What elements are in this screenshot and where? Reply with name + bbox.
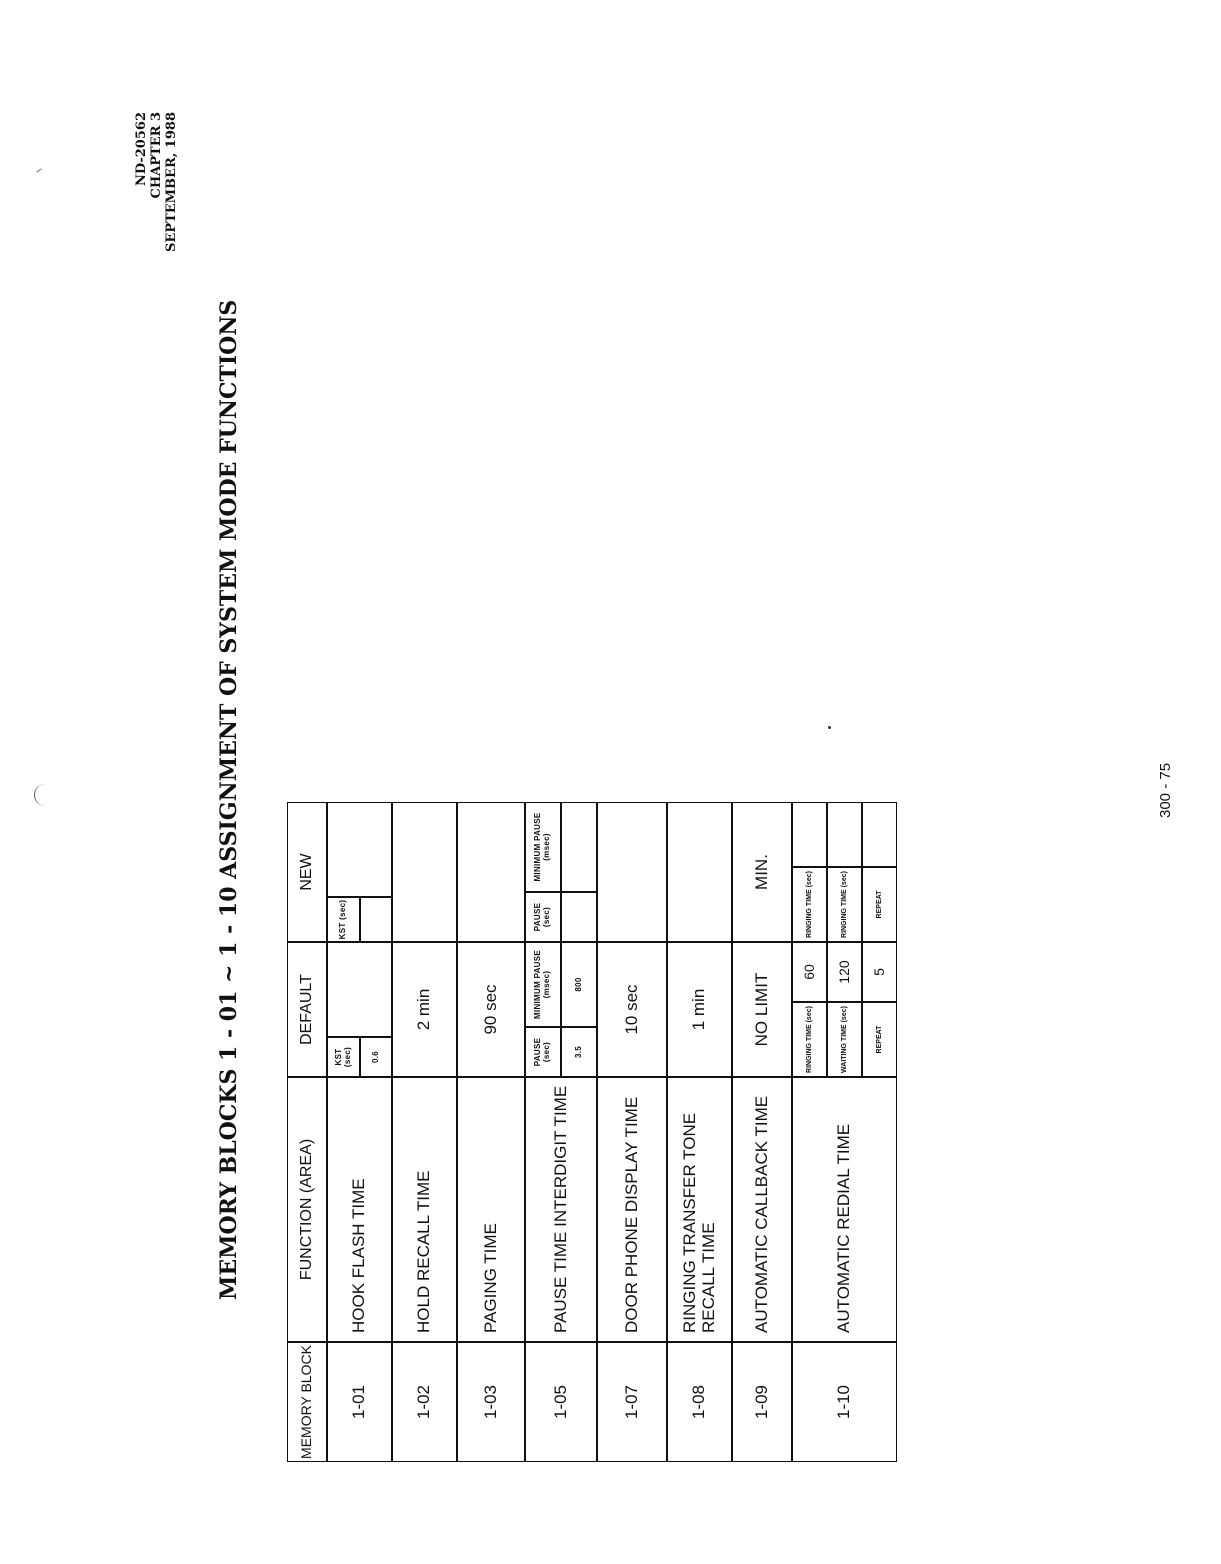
doc-number: ND-20562 (134, 112, 149, 187)
default-pause-value: 3.5 (561, 1027, 597, 1077)
new-ringing-label: RINGING TIME (sec) (792, 867, 827, 942)
default-waiting-value: 120 (827, 942, 862, 1002)
default-value: 90 sec (457, 942, 525, 1077)
block-cell: 1-05 (525, 1342, 597, 1462)
default-min-value: 800 (561, 942, 597, 1027)
new-value-cell (597, 802, 667, 942)
default-ringing-value: 60 (792, 942, 827, 1002)
new-ringing-value-cell (792, 802, 827, 867)
scan-mark (828, 726, 831, 729)
block-cell: 1-10 (792, 1342, 897, 1462)
header-memory-block: MEMORY BLOCK (287, 1342, 327, 1462)
function-cell: HOLD RECALL TIME (392, 1077, 457, 1342)
new-value-cell (457, 802, 525, 942)
default-blank (327, 942, 392, 1037)
header-default: DEFAULT (287, 942, 327, 1077)
default-repeat-value: 5 (862, 942, 897, 1002)
page-number: 300 - 75 (1157, 762, 1174, 818)
new-ringing2-value-cell (827, 802, 862, 867)
block-cell: 1-02 (392, 1342, 457, 1462)
chapter-label: CHAPTER 3 (149, 112, 164, 199)
new-value-cell (392, 802, 457, 942)
new-min-label: MINIMUM PAUSE (msec) (525, 802, 561, 892)
default-value: 10 sec (597, 942, 667, 1077)
block-cell: 1-08 (667, 1342, 732, 1462)
header-function: FUNCTION (AREA) (287, 1077, 327, 1342)
new-value-cell (667, 802, 732, 942)
new-pause-label: PAUSE (sec) (525, 892, 561, 942)
system-mode-table (287, 802, 897, 1462)
default-min-label: MINIMUM PAUSE (msec) (525, 942, 561, 1027)
block-cell: 1-03 (457, 1342, 525, 1462)
new-repeat-value-cell (862, 802, 897, 867)
default-value: 0.6 (360, 1037, 392, 1077)
default-waiting-label: WAITING TIME (sec) (827, 1002, 862, 1077)
new-label: KST (sec) (327, 897, 360, 942)
header-date: SEPTEMBER, 1988 (164, 112, 179, 252)
function-cell: AUTOMATIC REDIAL TIME (792, 1077, 897, 1342)
new-repeat-label: REPEAT (862, 867, 897, 942)
function-cell: HOOK FLASH TIME (327, 1077, 392, 1342)
header-new: NEW (287, 802, 327, 942)
function-cell: PAUSE TIME INTERDIGIT TIME (525, 1077, 597, 1342)
new-value: MIN. (732, 802, 792, 942)
default-value: NO LIMIT (732, 942, 792, 1077)
document-header (134, 112, 179, 252)
new-min-value-cell (561, 802, 597, 892)
default-label: KST (sec) (327, 1037, 360, 1077)
new-pause-value-cell (561, 892, 597, 942)
scan-mark (36, 168, 41, 172)
function-cell: DOOR PHONE DISPLAY TIME (597, 1077, 667, 1342)
default-value: 2 min (392, 942, 457, 1077)
new-ringing2-label: RINGING TIME (sec) (827, 867, 862, 942)
new-blank (327, 802, 392, 897)
page-title: MEMORY BLOCKS 1 - 01 ~ 1 - 10 ASSIGNMENT OF SYSTEM MODE FUNCTIONS (216, 299, 242, 1300)
function-cell: PAGING TIME (457, 1077, 525, 1342)
function-cell: RINGING TRANSFER TONE RECALL TIME (667, 1077, 732, 1342)
block-cell: 1-09 (732, 1342, 792, 1462)
default-pause-label: PAUSE (sec) (525, 1027, 561, 1077)
default-ringing-label: RINGING TIME (sec) (792, 1002, 827, 1077)
default-value: 1 min (667, 942, 732, 1077)
scan-mark (34, 784, 45, 806)
new-value-cell (360, 897, 392, 942)
block-cell: 1-01 (327, 1342, 392, 1462)
default-repeat-label: REPEAT (862, 1002, 897, 1077)
block-cell: 1-07 (597, 1342, 667, 1462)
function-cell: AUTOMATIC CALLBACK TIME (732, 1077, 792, 1342)
